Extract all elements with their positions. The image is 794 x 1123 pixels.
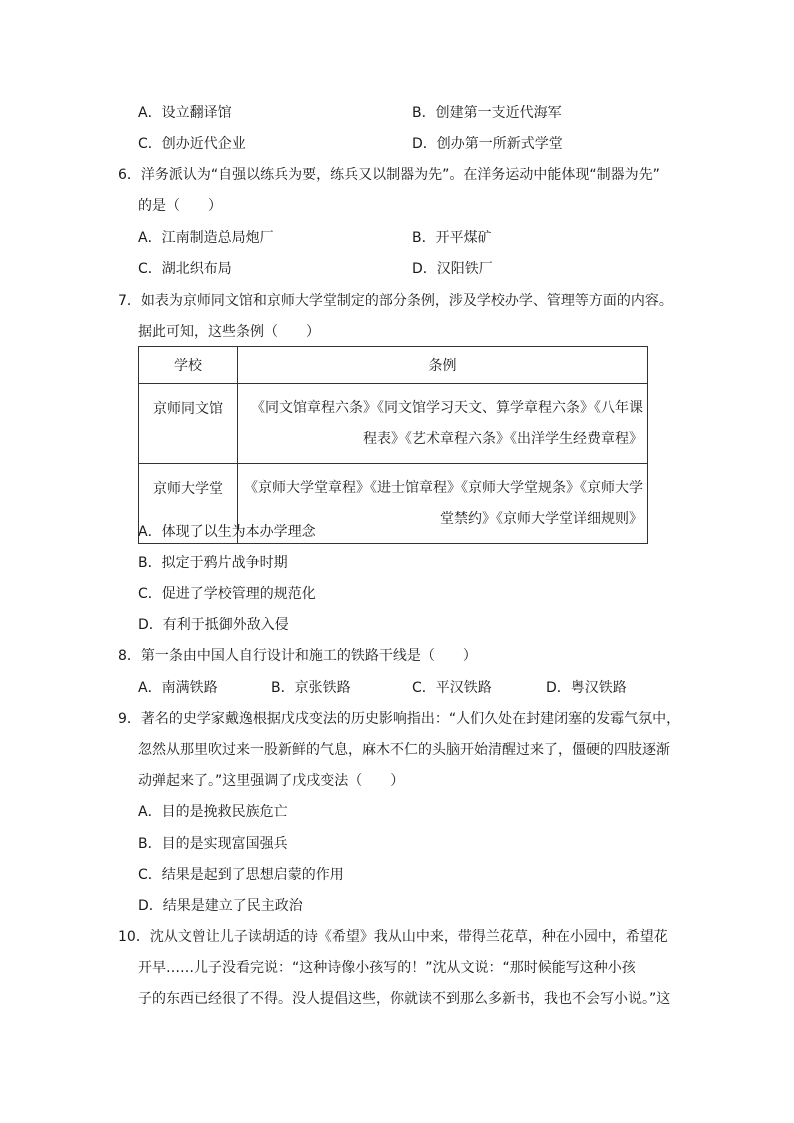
q7-option-a: A．体现了以生为本办学理念 [138,524,316,540]
q7-option-c: C．促进了学校管理的规范化 [138,586,316,602]
q8-stem: 8．第一条由中国人自行设计和施工的铁路干线是（ ） [118,648,477,664]
table-cell-school: 京师大学堂 [139,464,238,544]
q6-stem-line2: 的是（ ） [138,198,222,214]
q8-option-a: A．南满铁路 [138,680,218,696]
q6-option-d: D．汉阳铁厂 [412,261,493,277]
q6-option-a: A．江南制造总局炮厂 [138,230,274,246]
q5-option-b: B．创建第一支近代海军 [412,105,562,121]
q5-option-d: D．创办第一所新式学堂 [412,136,563,152]
table-row [139,384,648,464]
table-header-rules: 条例 [238,347,648,384]
q7-stem-line1: 7．如表为京师同文馆和京师大学堂制定的部分条例，涉及学校办学、管理等方面的内容。 [118,293,673,309]
q9-option-c: C．结果是起到了思想启蒙的作用 [138,867,344,883]
q6-option-b: B．开平煤矿 [412,230,492,246]
q9-option-d: D．结果是建立了民主政治 [138,898,303,914]
table-cell-school: 京师同文馆 [139,384,238,464]
q6-stem-line1: 6．洋务派认为“自强以练兵为要，练兵又以制器为先”。在洋务运动中能体现“制器为先” [118,167,660,183]
q9-stem-line2: 忽然从那里吹过来一股新鲜的气息，麻木不仁的头脑开始清醒过来了，僵硬的四肢逐渐 [138,742,670,758]
table-cell-rules: 《京师大学堂章程》《进士馆章程》《京师大学堂规条》《京师大学堂禁约》《京师大学堂详细规则》 [238,464,648,544]
q10-stem-line3: 子的东西已经很了不得。没人提倡这些，你就读不到那么多新书，我也不会写小说。”这 [138,991,671,1007]
q5-option-c: C．创办近代企业 [138,136,246,152]
q10-stem-line1: 10．沈从文曾让儿子读胡适的诗《希望》我从山中来，带得兰花草，种在小园中，希望花 [118,929,668,945]
q7-stem-line2: 据此可知，这些条例（ ） [138,324,320,340]
q8-option-b: B．京张铁路 [271,680,351,696]
q5-option-a: A．设立翻译馆 [138,105,232,121]
q7-option-b: B．拟定于鸦片战争时期 [138,555,288,571]
q8-option-d: D．粤汉铁路 [546,680,627,696]
q8-option-c: C．平汉铁路 [412,680,492,696]
q7-rules-table [138,346,648,544]
q9-option-b: B．目的是实现富国强兵 [138,836,288,852]
q9-stem-line3: 动弹起来了。”这里强调了戊戌变法（ ） [138,773,405,789]
q10-stem-line2: 开早……儿子没看完说：“这种诗像小孩写的！”沈从文说：“那时候能写这种小孩 [138,960,636,976]
q9-stem-line1: 9．著名的史学家戴逸根据戊戌变法的历史影响指出：“人们久处在封建闭塞的发霉气氛中， [118,711,681,727]
q7-option-d: D．有利于抵御外敌入侵 [138,617,289,633]
table-cell-rules: 《同文馆章程六条》《同文馆学习天文、算学章程六条》《八年课程表》《艺术章程六条》《出洋学生经费章程》 [238,384,648,464]
table-header-school: 学校 [139,347,238,384]
q6-option-c: C．湖北织布局 [138,261,232,277]
table-header-row [139,347,648,384]
q9-option-a: A．目的是挽救民族危亡 [138,804,288,820]
